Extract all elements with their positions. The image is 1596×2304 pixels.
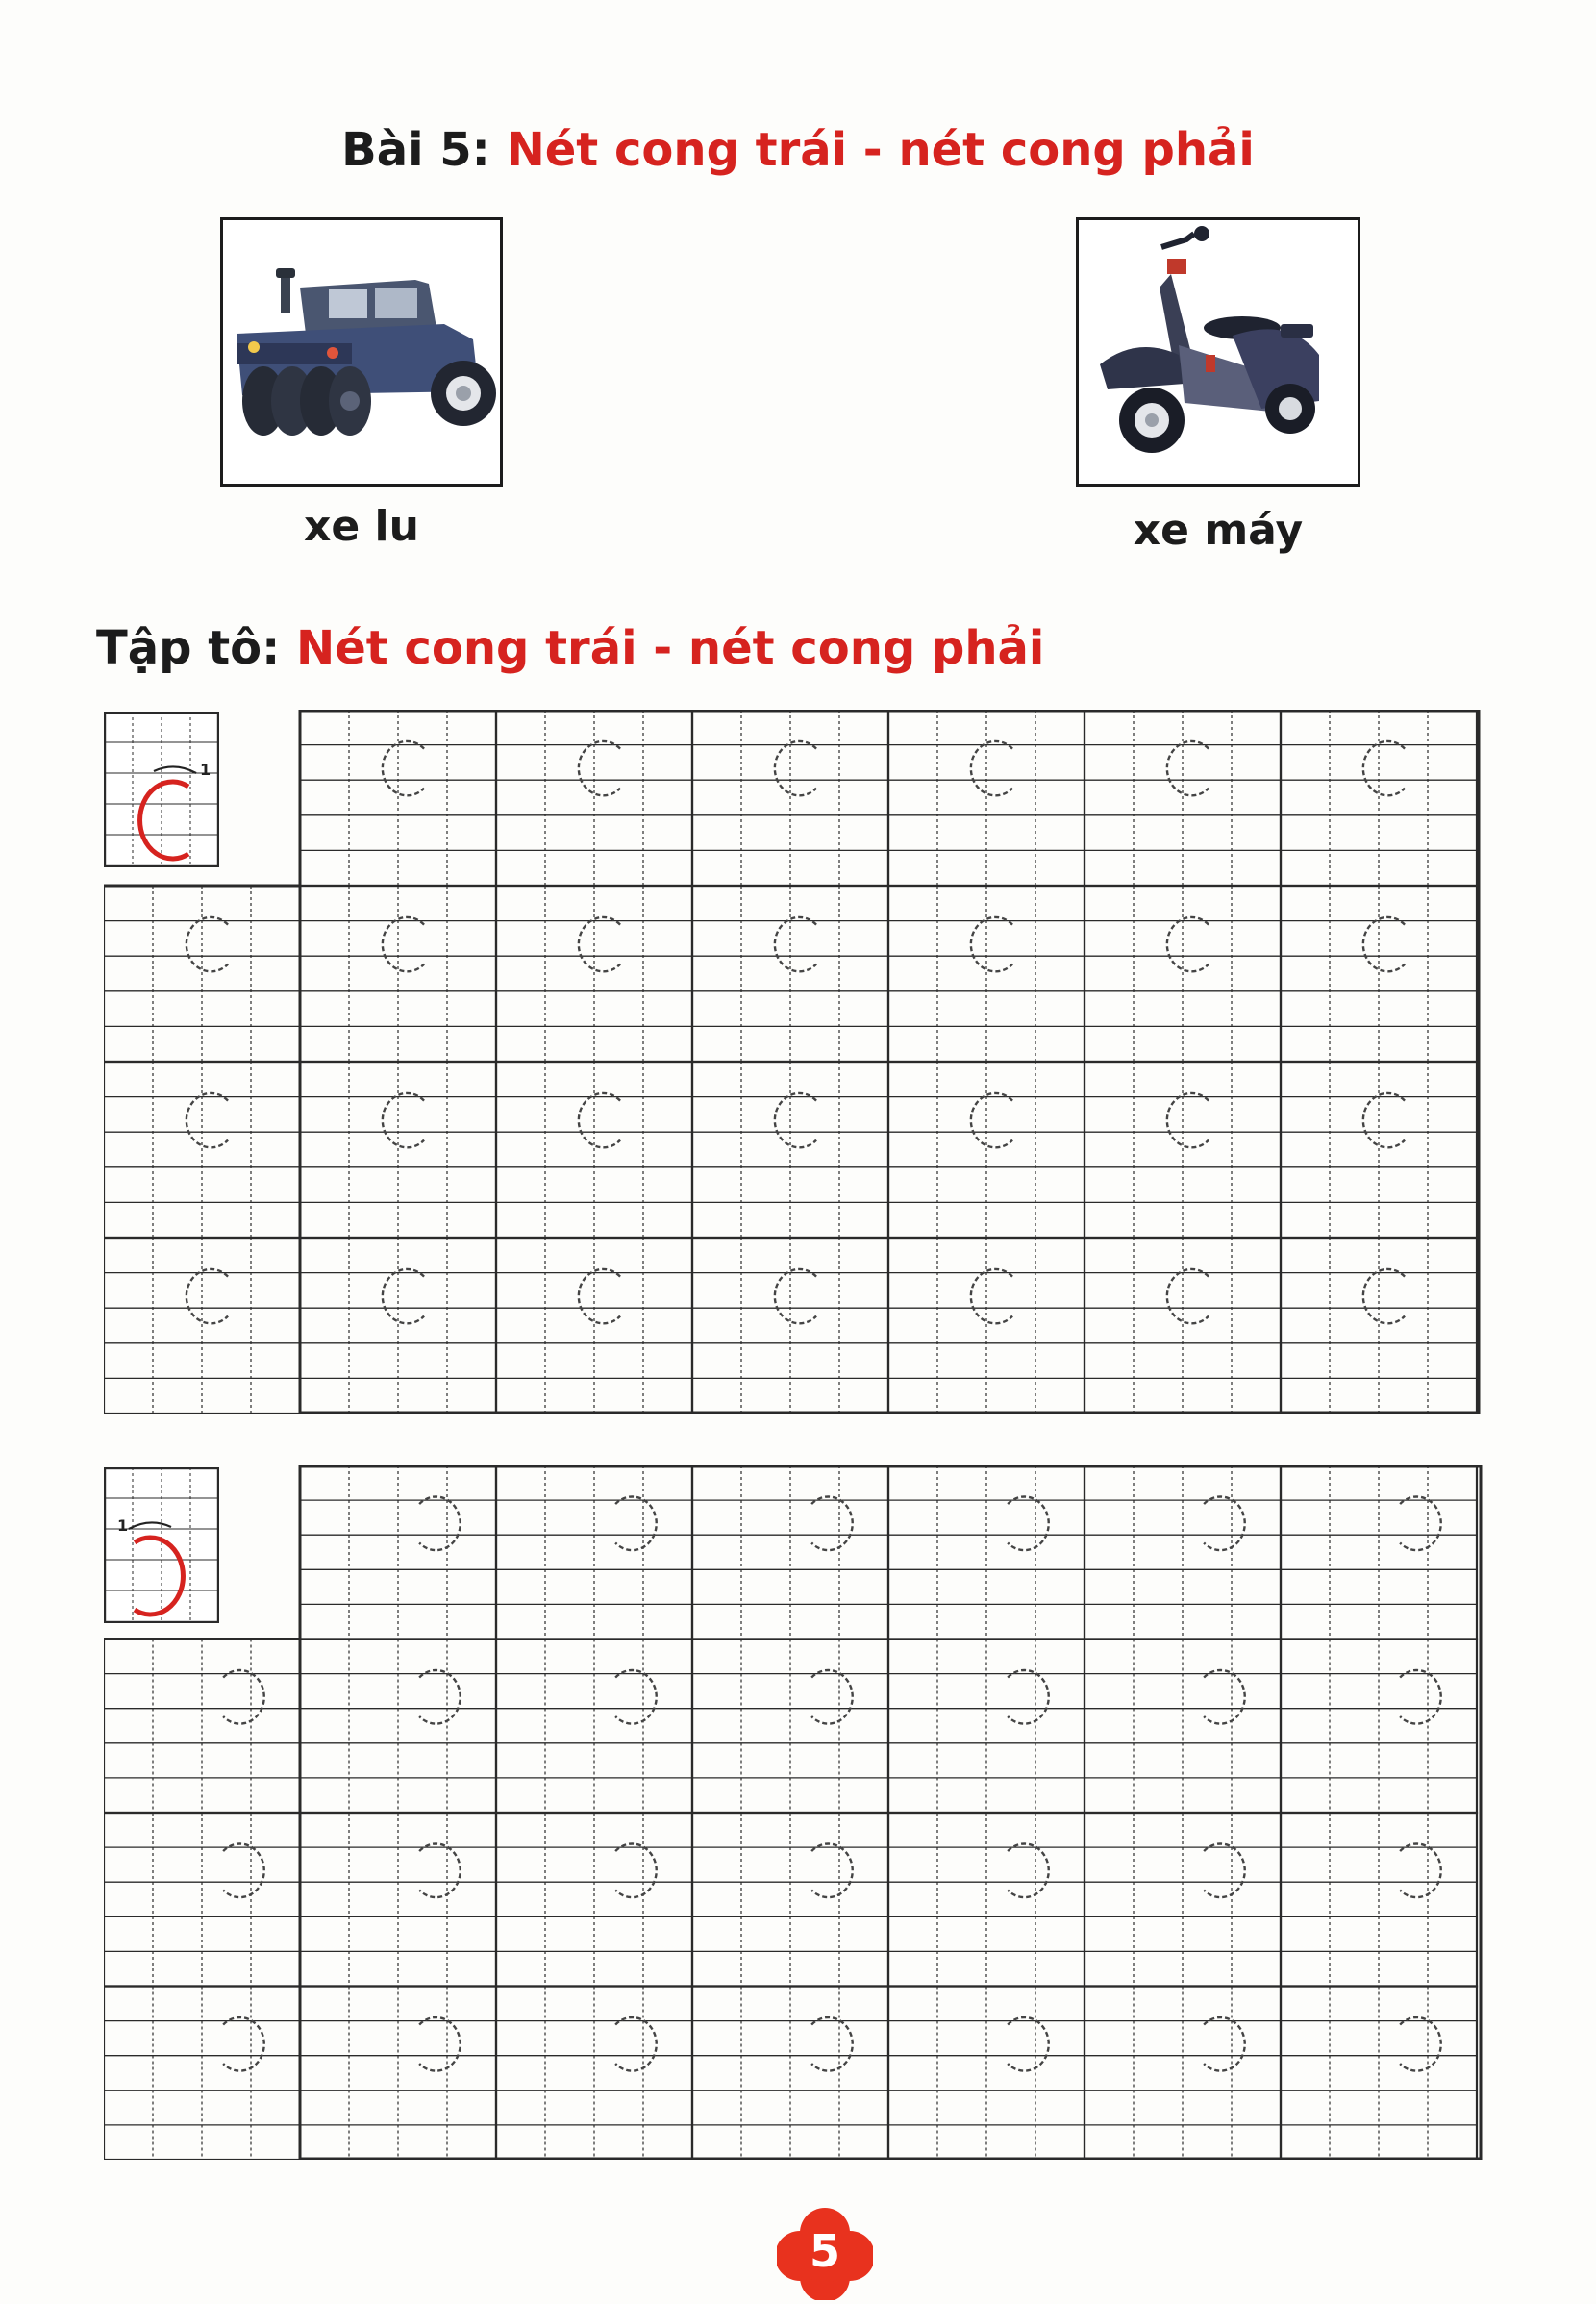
right-curve-trace-stroke <box>1204 2017 1245 2071</box>
left-curve-trace-stroke <box>971 917 1012 971</box>
right-curve-cell[interactable] <box>496 1987 692 2161</box>
left-curve-cell[interactable] <box>104 1238 300 1414</box>
left-curve-trace-stroke <box>579 917 620 971</box>
right-curve-cell[interactable] <box>692 1640 888 1814</box>
left-curve-cell[interactable] <box>1085 1238 1281 1414</box>
left-curve-trace-stroke <box>383 1269 424 1323</box>
left-curve-cell[interactable] <box>1281 1062 1477 1238</box>
right-curve-cell[interactable] <box>104 1987 300 2161</box>
left-curve-cell[interactable] <box>692 710 888 886</box>
lesson-label: Bài 5: <box>341 123 490 177</box>
right-curve-trace-stroke <box>1400 1670 1441 1724</box>
left-curve-cell[interactable] <box>888 710 1085 886</box>
right-curve-cell[interactable] <box>1281 1987 1477 2161</box>
right-curve-practice-grid[interactable] <box>104 1465 1483 2160</box>
left-curve-cell[interactable] <box>496 886 692 1062</box>
practice-label: Tập tô: <box>96 621 281 675</box>
scooter-icon <box>1079 220 1358 484</box>
left-curve-trace-stroke <box>775 1093 816 1147</box>
left-curve-cell[interactable] <box>104 1062 300 1238</box>
left-curve-cell[interactable] <box>1281 710 1477 886</box>
right-curve-trace-stroke <box>1008 1843 1049 1897</box>
left-curve-trace-stroke <box>971 1093 1012 1147</box>
left-curve-trace-stroke <box>187 1269 228 1323</box>
left-curve-cell[interactable] <box>1085 1062 1281 1238</box>
left-curve-trace-stroke <box>971 741 1012 795</box>
left-curve-cell[interactable] <box>1085 710 1281 886</box>
right-curve-trace-stroke <box>811 1496 853 1550</box>
left-curve-cell[interactable] <box>888 886 1085 1062</box>
left-curve-cell[interactable] <box>104 886 300 1062</box>
right-curve-cell[interactable] <box>692 1987 888 2161</box>
stroke-start-number: 1 <box>117 1516 129 1535</box>
right-curve-trace-stroke <box>615 2017 657 2071</box>
left-curve-trace-stroke <box>971 1269 1012 1323</box>
scooter-picture <box>1076 217 1360 487</box>
right-curve-cell[interactable] <box>692 1465 888 1640</box>
right-curve-cell[interactable] <box>496 1465 692 1640</box>
left-curve-cell[interactable] <box>888 1238 1085 1414</box>
right-curve-trace-stroke <box>419 1843 461 1897</box>
left-curve-cell[interactable] <box>692 1238 888 1414</box>
right-curve-trace-stroke <box>1400 2017 1441 2071</box>
right-curve-cell[interactable] <box>104 1640 300 1814</box>
stroke-start-number: 1 <box>200 761 212 779</box>
right-curve-cell[interactable] <box>300 1640 496 1814</box>
right-curve-cell[interactable] <box>1281 1465 1477 1640</box>
right-curve-cell[interactable] <box>1281 1813 1477 1987</box>
left-curve-cell[interactable] <box>692 886 888 1062</box>
right-curve-trace-stroke <box>811 2017 853 2071</box>
right-curve-cell[interactable] <box>1085 1813 1281 1987</box>
left-curve-cell[interactable] <box>888 1062 1085 1238</box>
right-curve-trace-stroke <box>615 1843 657 1897</box>
left-curve-trace-stroke <box>1167 1269 1209 1323</box>
road-roller-picture <box>220 217 503 487</box>
practice-heading <box>96 621 1044 675</box>
right-curve-trace-stroke <box>223 2017 264 2071</box>
left-curve-cell[interactable] <box>1085 886 1281 1062</box>
left-curve-cell[interactable] <box>496 710 692 886</box>
left-curve-trace-stroke <box>383 1093 424 1147</box>
practice-title: Nét cong trái - nét cong phải <box>296 621 1045 675</box>
right-curve-cell[interactable] <box>496 1813 692 1987</box>
right-curve-trace-stroke <box>1204 1496 1245 1550</box>
right-curve-trace-stroke <box>1400 1496 1441 1550</box>
right-curve-trace-stroke <box>615 1670 657 1724</box>
right-curve-trace-stroke <box>1008 1496 1049 1550</box>
right-curve-trace-stroke <box>811 1843 853 1897</box>
left-curve-trace-stroke <box>579 1093 620 1147</box>
right-curve-cell[interactable] <box>1085 1465 1281 1640</box>
left-curve-trace-stroke <box>775 741 816 795</box>
left-curve-cell[interactable] <box>1281 1238 1477 1414</box>
right-curve-trace-stroke <box>419 1496 461 1550</box>
left-curve-cell[interactable] <box>692 1062 888 1238</box>
right-curve-trace-stroke <box>419 2017 461 2071</box>
left-curve-trace-stroke <box>775 917 816 971</box>
right-curve-trace-stroke <box>1204 1670 1245 1724</box>
road-roller-caption: xe lu <box>304 502 419 551</box>
right-curve-trace-stroke <box>223 1843 264 1897</box>
right-curve-cell[interactable] <box>888 1987 1085 2161</box>
right-curve-trace-stroke <box>1008 2017 1049 2071</box>
right-curve-trace-stroke <box>1008 1670 1049 1724</box>
left-curve-trace-stroke <box>383 917 424 971</box>
left-curve-practice-grid[interactable] <box>104 710 1481 1414</box>
page-number: 5 <box>809 2225 840 2277</box>
right-curve-trace-stroke <box>223 1670 264 1724</box>
left-curve-trace-stroke <box>1363 1093 1405 1147</box>
right-curve-cell[interactable] <box>1085 1987 1281 2161</box>
road-roller-icon <box>223 220 500 484</box>
right-curve-cell[interactable] <box>496 1640 692 1814</box>
right-curve-cell[interactable] <box>888 1640 1085 1814</box>
left-curve-trace-stroke <box>383 741 424 795</box>
left-curve-trace-stroke <box>1167 917 1209 971</box>
right-curve-cell[interactable] <box>1085 1640 1281 1814</box>
left-curve-cell[interactable] <box>300 1238 496 1414</box>
left-curve-cell[interactable] <box>300 1062 496 1238</box>
right-curve-trace-stroke <box>1204 1843 1245 1897</box>
right-curve-cell[interactable] <box>300 1987 496 2161</box>
right-curve-trace-stroke <box>615 1496 657 1550</box>
left-curve-trace-stroke <box>1363 917 1405 971</box>
left-curve-trace-stroke <box>1167 741 1209 795</box>
left-curve-cell[interactable] <box>1281 886 1477 1062</box>
right-curve-cell[interactable] <box>888 1465 1085 1640</box>
left-curve-trace-stroke <box>1167 1093 1209 1147</box>
left-curve-trace-stroke <box>775 1269 816 1323</box>
left-curve-trace-stroke <box>579 1269 620 1323</box>
scooter-caption: xe máy <box>1133 506 1304 555</box>
left-curve-cell[interactable] <box>496 1062 692 1238</box>
left-curve-cell[interactable] <box>496 1238 692 1414</box>
left-curve-trace-stroke <box>1363 741 1405 795</box>
left-curve-trace-stroke <box>187 917 228 971</box>
right-curve-cell[interactable] <box>104 1813 300 1987</box>
right-curve-cell[interactable] <box>692 1813 888 1987</box>
page-number-badge <box>777 2208 873 2300</box>
right-curve-cell[interactable] <box>300 1465 496 1640</box>
left-curve-cell[interactable] <box>300 886 496 1062</box>
right-curve-trace-stroke <box>1400 1843 1441 1897</box>
right-curve-cell[interactable] <box>1281 1640 1477 1814</box>
lesson-heading <box>0 123 1596 177</box>
left-curve-cell[interactable] <box>300 710 496 886</box>
right-curve-trace-stroke <box>811 1670 853 1724</box>
left-curve-trace-stroke <box>187 1093 228 1147</box>
lesson-title: Nét cong trái - nét cong phải <box>506 123 1255 177</box>
right-curve-cell[interactable] <box>888 1813 1085 1987</box>
right-curve-trace-stroke <box>419 1670 461 1724</box>
right-curve-cell[interactable] <box>300 1813 496 1987</box>
left-curve-trace-stroke <box>1363 1269 1405 1323</box>
left-curve-trace-stroke <box>579 741 620 795</box>
